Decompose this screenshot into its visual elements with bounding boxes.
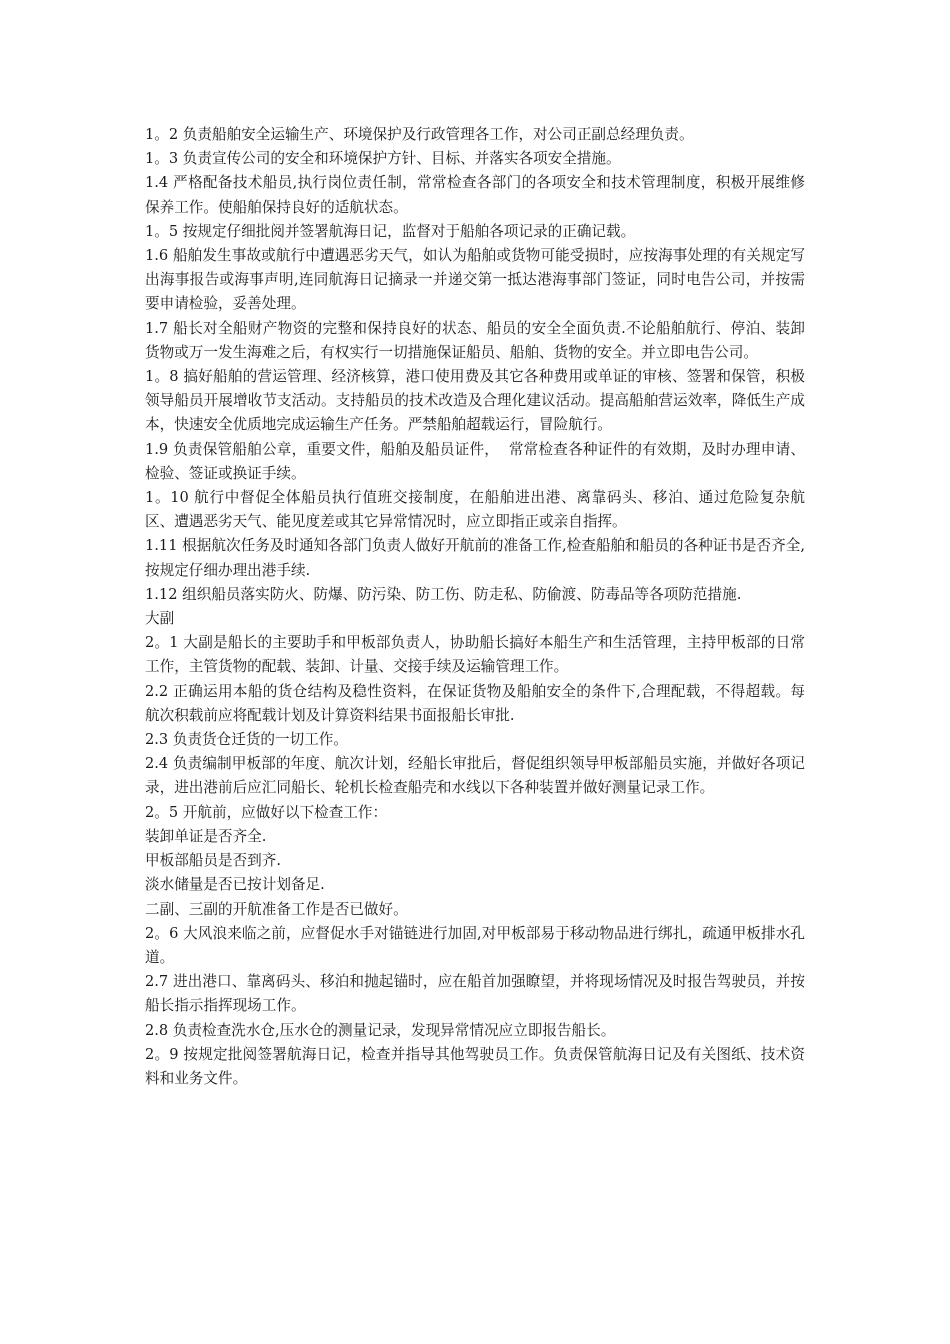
paragraph: 1.4 严格配备技术船员,执行岗位责任制，常常检查各部门的各项安全和技术管理制度，积极开展维修保养工作。使船舶保持良好的适航状态。 <box>145 174 805 216</box>
paragraph: 1.11 根据航次任务及时通知各部门负责人做好开航前的准备工作,检查船舶和船员的各种证书是否齐全,按规定仔细办理出港手续. <box>145 537 805 579</box>
paragraph: 1。3 负责宣传公司的安全和环境保护方针、目标、并落实各项安全措施。 <box>145 150 621 168</box>
paragraph: 2.2 正确运用本船的货仓结构及稳性资料，在保证货物及船舶安全的条件下,合理配载，不得超载。每航次积载前应将配载计划及计算资料结果书面报船长审批. <box>145 682 805 724</box>
section-heading: 大副 <box>145 610 175 628</box>
paragraph: 2.8 负责检查洗水仓,压水仓的测量记录，发现异常情况应立即报告船长。 <box>145 1021 616 1039</box>
document-body <box>145 123 805 1091</box>
paragraph: 1。5 按规定仔细批阅并签署航海日记，监督对于船舶各项记录的正确记载。 <box>145 222 636 240</box>
paragraph: 装卸单证是否齐全. <box>145 827 267 845</box>
paragraph: 1。10 航行中督促全体船员执行值班交接制度，在船舶进出港、离靠码头、移泊、通过危险复杂航区、遭遇恶劣天气、能见度差或其它异常情况时，应立即指正或亲自指挥。 <box>145 489 805 531</box>
paragraph: 1。8 搞好船舶的营运管理、经济核算，港口使用费及其它各种费用或单证的审核、签署和保管，积极领导船员开展增收节支活动。支持船员的技术改造及合理化建议活动。提高船舶营运效率，降低生产成本，快速安全优质地完成运输生产任务。严禁船舶超载运行，冒险航行。 <box>145 368 805 434</box>
paragraph: 2。9 按规定批阅签署航海日记，检查并指导其他驾驶员工作。负责保管航海日记及有关图纸、技术资料和业务文件。 <box>145 1045 805 1087</box>
paragraph: 1.6 船舶发生事故或航行中遭遇恶劣天气，如认为船舶或货物可能受损时，应按海事处理的有关规定写出海事报告或海事声明,连同航海日记摘录一并递交第一抵达港海事部门签证，同时电告公司，并按需要申请检验，妥善处理。 <box>145 247 805 313</box>
paragraph: 2.3 负责货仓迁货的一切工作。 <box>145 731 348 749</box>
paragraph: 1.12 组织船员落实防火、防爆、防污染、防工伤、防走私、防偷渡、防毒品等各项防范措施. <box>145 585 742 603</box>
paragraph: 1.7 船长对全船财产物资的完整和保持良好的状态、船员的安全全面负责.不论船舶航行、停泊、装卸货物或万一发生海难之后，有权实行一切措施保证船员、船舶、货物的安全。并立即电告公司。 <box>145 319 805 361</box>
paragraph: 二副、三副的开航准备工作是否已做好。 <box>145 900 408 918</box>
paragraph: 2。5 开航前，应做好以下检查工作： <box>145 803 388 821</box>
paragraph: 甲板部船员是否到齐. <box>145 852 281 870</box>
paragraph: 1.9 负责保管船舶公章，重要文件，船舶及船员证件， 常常检查各种证件的有效期，及时办理申请、检验、签证或换证手续。 <box>145 440 805 482</box>
paragraph: 淡水储量是否已按计划备足. <box>145 876 325 894</box>
paragraph: 1。2 负责船舶安全运输生产、环境保护及行政管理各工作，对公司正副总经理负责。 <box>145 126 694 143</box>
paragraph: 2。6 大风浪来临之前，应督促水手对锚链进行加固,对甲板部易于移动物品进行绑扎，疏通甲板排水孔道。 <box>145 924 805 966</box>
paragraph: 2.7 进出港口、靠离码头、移泊和抛起锚时，应在船首加强瞭望，并将现场情况及时报告驾驶员，并按船长指示指挥现场工作。 <box>145 973 805 1015</box>
paragraph: 2.4 负责编制甲板部的年度、航次计划，经船长审批后，督促组织领导甲板部船员实施，并做好各项记录，进出港前后应汇同船长、轮机长检查船壳和水线以下各种装置并做好测量记录工作。 <box>145 755 805 797</box>
paragraph: 2。1 大副是船长的主要助手和甲板部负责人，协助船长搞好本船生产和生活管理，主持甲板部的日常工作，主管货物的配载、装卸、计量、交接手续及运输管理工作。 <box>145 634 805 676</box>
